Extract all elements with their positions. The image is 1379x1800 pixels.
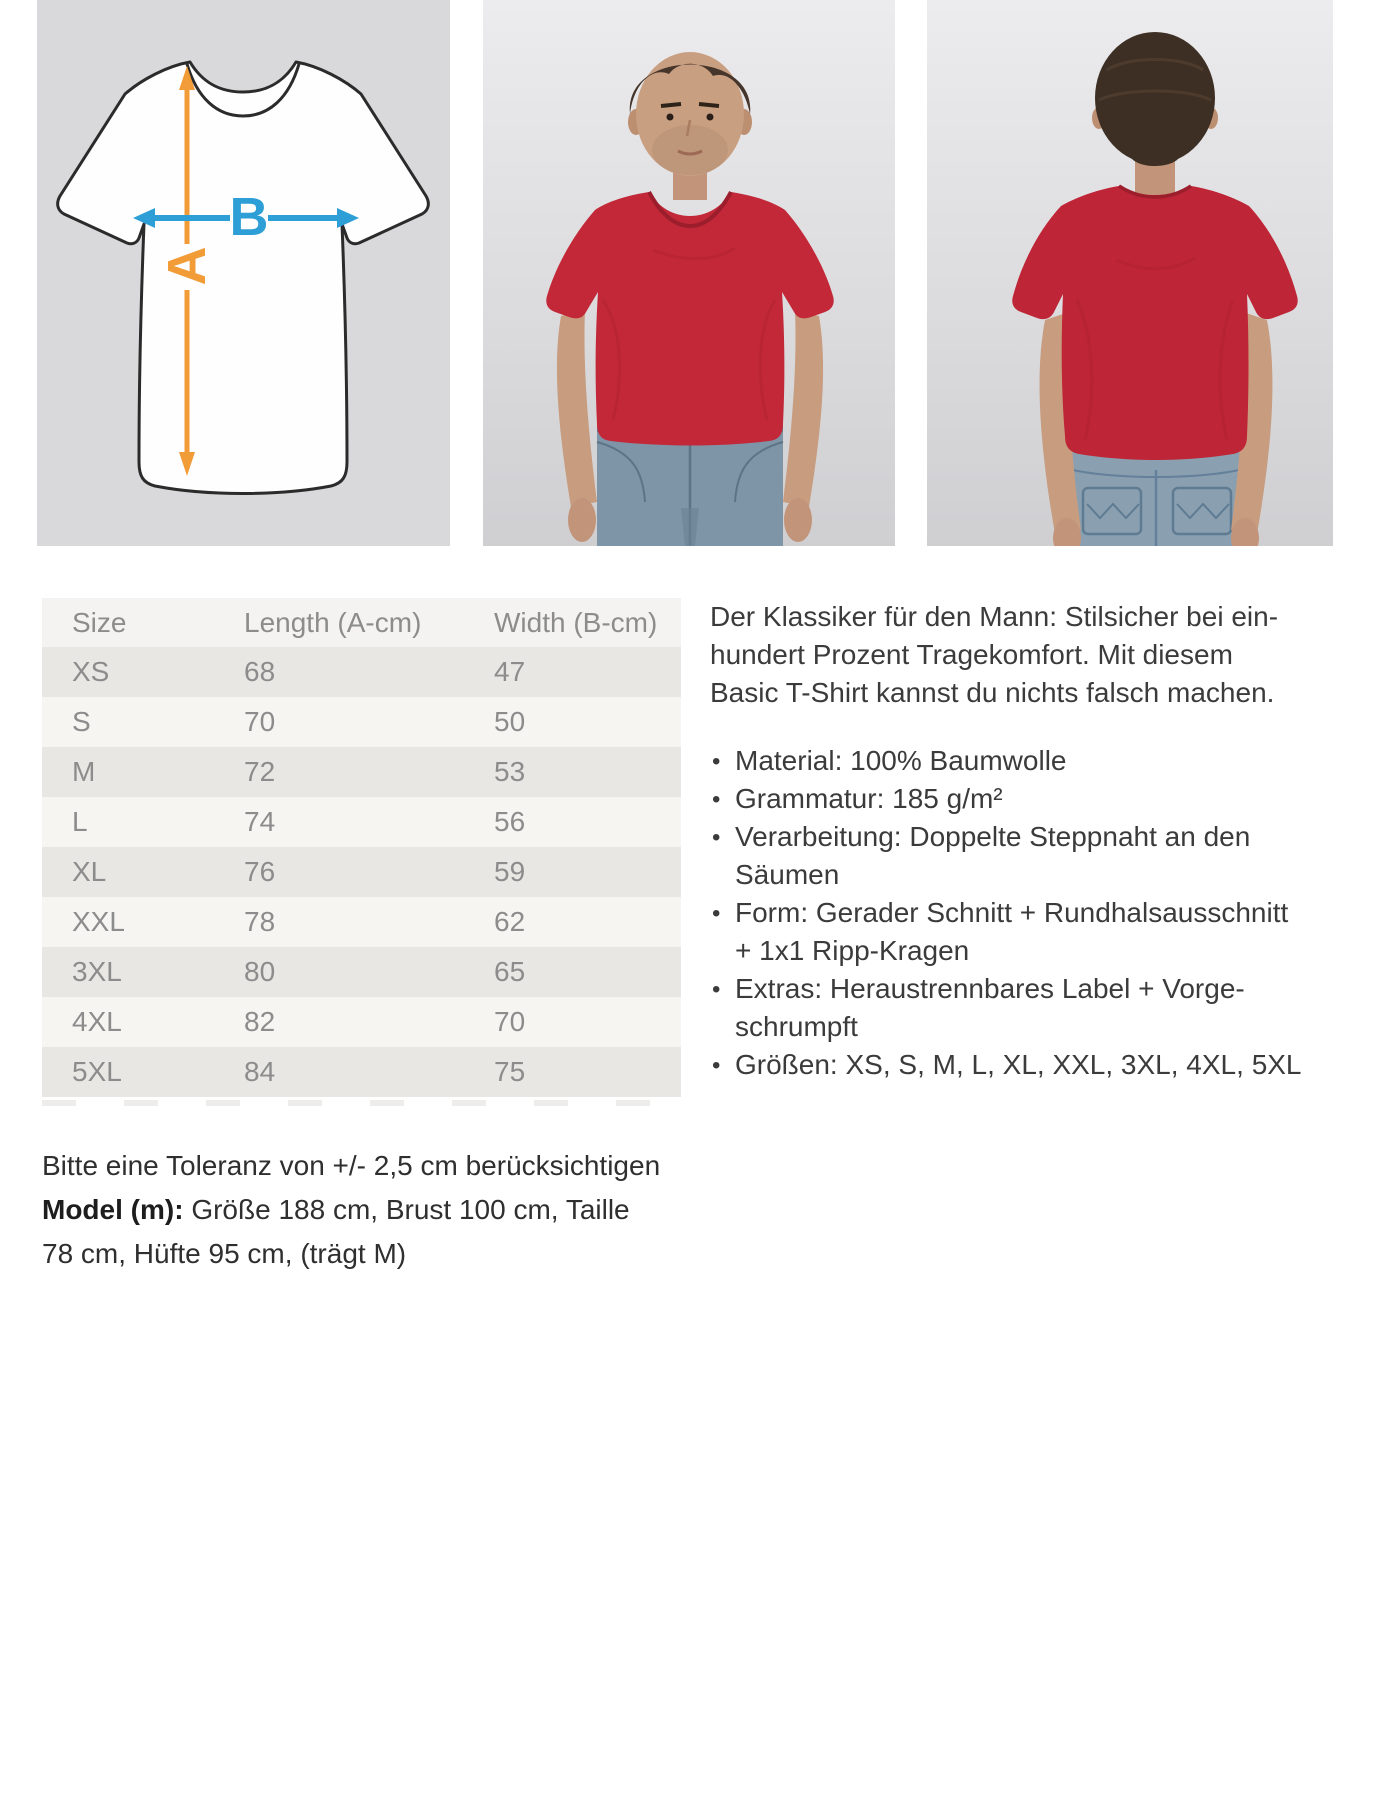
cell-width: 62 xyxy=(493,897,681,947)
model-front-photo xyxy=(483,0,895,546)
cell-size: L xyxy=(42,797,243,847)
cell-length: 68 xyxy=(243,647,493,697)
cell-length: 72 xyxy=(243,747,493,797)
cell-length: 76 xyxy=(243,847,493,897)
cell-length: 84 xyxy=(243,1047,493,1097)
cell-size: M xyxy=(42,747,243,797)
col-header-size: Size xyxy=(42,598,243,647)
bullet-icon: • xyxy=(712,976,721,1003)
bullet-icon: • xyxy=(712,748,721,775)
cell-size: XL xyxy=(42,847,243,897)
cell-length: 74 xyxy=(243,797,493,847)
size-chart-table xyxy=(42,598,681,1097)
size-diagram-svg xyxy=(37,0,450,546)
feature-item-groessen: • Größen: XS, S, M, L, XL, XXL, 3XL, 4XL, 5XL xyxy=(710,1046,1358,1084)
table-clipped-row xyxy=(42,1100,681,1106)
bullet-icon: • xyxy=(712,786,721,813)
size-chart-column xyxy=(42,598,681,1276)
cell-size: XXL xyxy=(42,897,243,947)
feature-item-extras: • Extras: Heraustrennbares Label + Vorge- schrumpft xyxy=(712,973,1245,1042)
cell-size: 4XL xyxy=(42,997,243,1047)
cell-width: 65 xyxy=(493,947,681,997)
cell-length: 82 xyxy=(243,997,493,1047)
model-back-photo xyxy=(927,0,1333,546)
product-description xyxy=(710,598,1358,712)
hair xyxy=(1095,32,1215,164)
feature-item-form: • Form: Gerader Schnitt + Rundhalsausschnitt + 1x1 Ripp-Kragen xyxy=(712,897,1289,966)
feature-item-verarbeitung: • Verarbeitung: Doppelte Steppnaht an den Säumen xyxy=(712,821,1251,890)
model-info-line1: Model (m): Größe 188 cm, Brust 100 cm, Taille xyxy=(42,1194,630,1225)
cell-width: 59 xyxy=(493,847,681,897)
stubble xyxy=(652,125,728,175)
table-row xyxy=(42,997,681,1047)
model-front-illustration xyxy=(483,0,895,546)
table-row xyxy=(42,747,681,797)
cell-length: 78 xyxy=(243,897,493,947)
cell-length: 80 xyxy=(243,947,493,997)
cell-width: 56 xyxy=(493,797,681,847)
model-info-line2: 78 cm, Hüfte 95 cm, (trägt M) xyxy=(42,1238,407,1269)
table-row xyxy=(42,647,681,697)
label-b: B xyxy=(229,187,269,247)
bullet-icon: • xyxy=(712,824,721,851)
table-row xyxy=(42,797,681,847)
measurement-notes xyxy=(42,1144,681,1276)
label-a: A xyxy=(157,246,217,286)
tolerance-note: Bitte eine Toleranz von +/- 2,5 cm berücksichtigen xyxy=(42,1150,661,1181)
product-image-gallery xyxy=(0,0,1379,546)
table-row xyxy=(42,897,681,947)
cell-size: 3XL xyxy=(42,947,243,997)
table-row xyxy=(42,697,681,747)
description-line: Basic T-Shirt kannst du nichts falsch machen. xyxy=(710,677,1275,708)
model-label: Model (m): xyxy=(42,1194,184,1225)
description-line: Der Klassiker für den Mann: Stilsicher bei ein- xyxy=(710,601,1279,632)
product-info-section xyxy=(0,598,1379,1276)
bullet-icon: • xyxy=(712,1052,721,1079)
description-column xyxy=(710,598,1358,1084)
cell-width: 50 xyxy=(493,697,681,747)
cell-length: 70 xyxy=(243,697,493,747)
cell-width: 53 xyxy=(493,747,681,797)
feature-item-material: • Material: 100% Baumwolle xyxy=(710,742,1358,780)
table-row xyxy=(42,847,681,897)
table-header-row xyxy=(42,598,681,647)
cell-size: S xyxy=(42,697,243,747)
description-line: hundert Prozent Tragekomfort. Mit diesem xyxy=(710,639,1233,670)
cell-width: 47 xyxy=(493,647,681,697)
size-diagram-image xyxy=(37,0,450,546)
table-row xyxy=(42,947,681,997)
model-back-illustration xyxy=(927,0,1333,546)
cell-width: 75 xyxy=(493,1047,681,1097)
cell-size: 5XL xyxy=(42,1047,243,1097)
cell-size: XS xyxy=(42,647,243,697)
table-row xyxy=(42,1047,681,1097)
col-header-width: Width (B-cm) xyxy=(493,598,681,647)
bullet-icon: • xyxy=(712,900,721,927)
col-header-length: Length (A-cm) xyxy=(243,598,493,647)
feature-list xyxy=(710,742,1358,1084)
feature-item-grammatur: • Grammatur: 185 g/m² xyxy=(710,780,1358,818)
cell-width: 70 xyxy=(493,997,681,1047)
